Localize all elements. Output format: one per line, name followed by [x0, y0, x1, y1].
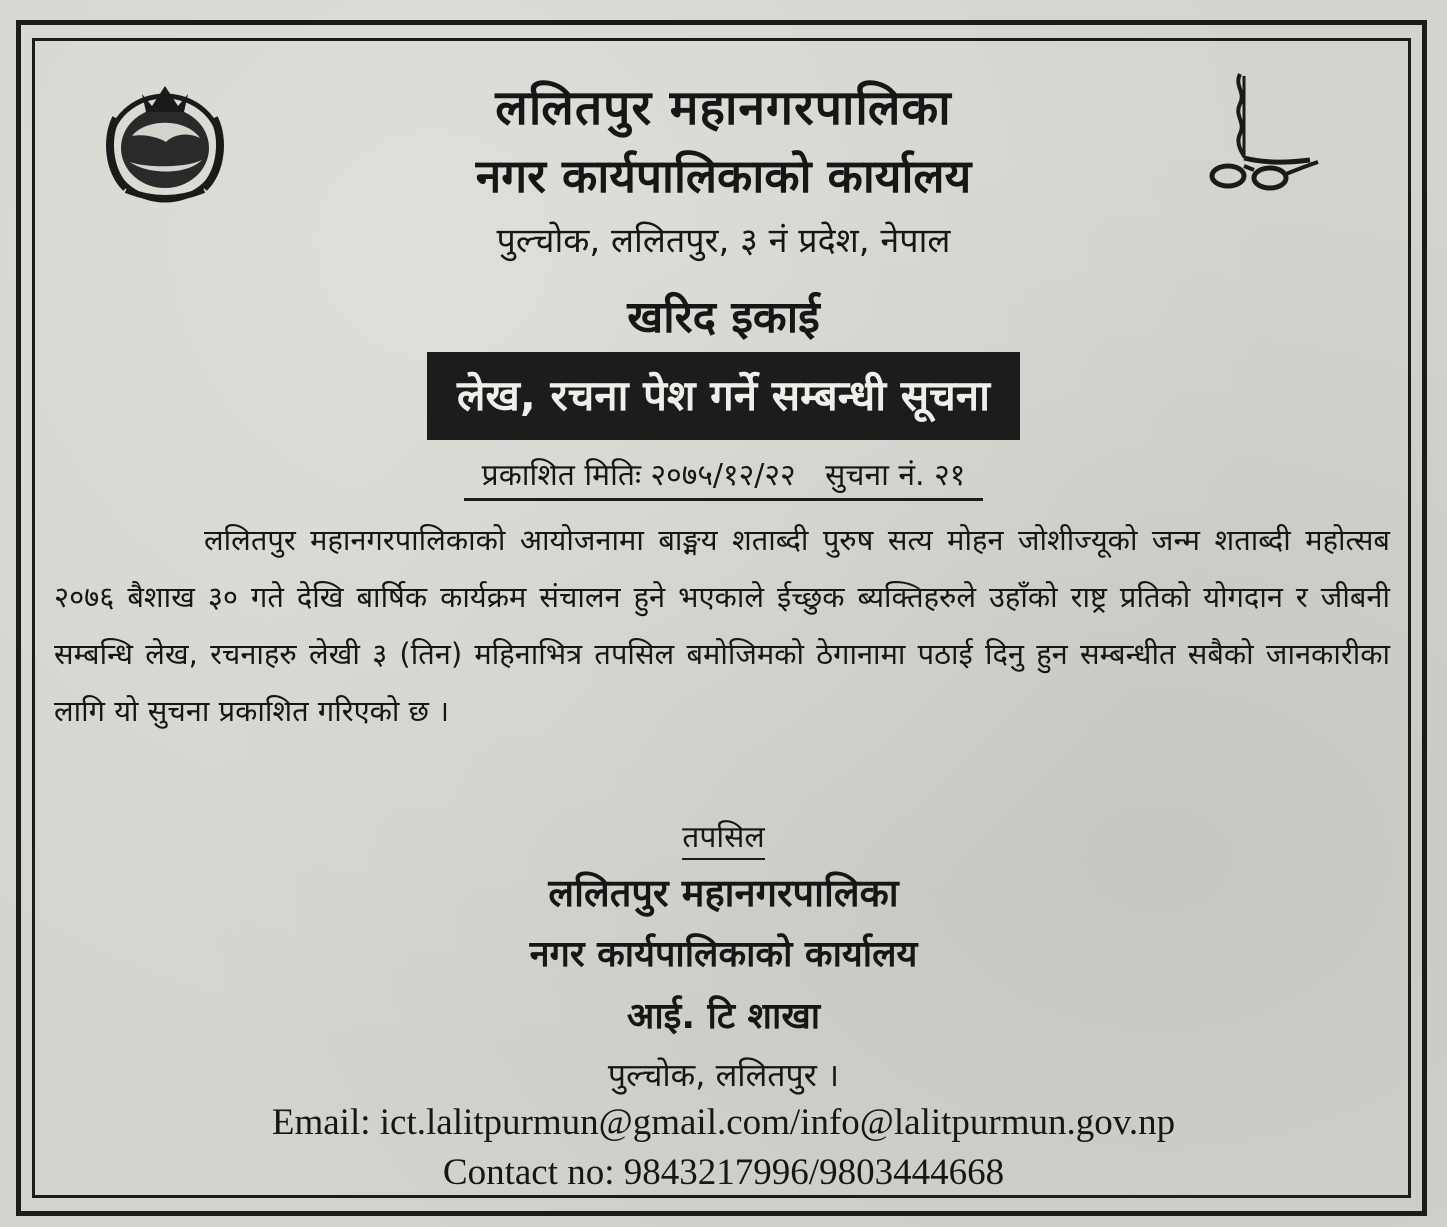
details-org-name: ललितपुर महानगरपालिका: [548, 871, 899, 915]
details-heading: तपसिल: [682, 818, 765, 860]
publication-line: [464, 456, 984, 501]
notice-title-banner-wrap: [0, 352, 1447, 440]
org-name-heading: ललितपुर महानगरपालिका: [495, 80, 952, 136]
office-address: पुल्चोक, ललितपुर, ३ नं प्रदेश, नेपाल: [496, 221, 951, 261]
details-heading-wrap: [0, 818, 1447, 860]
notice-number: सुचना नं. २१: [825, 458, 966, 493]
published-date: प्रकाशित मितिः २०७५/१२/२२: [481, 458, 796, 493]
publication-line-wrap: [0, 456, 1447, 501]
office-name-heading: नगर कार्यपालिकाको कार्यालय: [475, 149, 972, 203]
notice-title-banner: लेख, रचना पेश गर्ने सम्बन्धी सूचना: [427, 352, 1020, 440]
details-office-name: नगर कार्यपालिकाको कार्यालय: [529, 934, 918, 975]
details-place: पुल्चोक, ललितपुर ।: [607, 1056, 840, 1094]
contact-email: Email: ict.lalitpurmun@gmail.com/info@lalitpurmun.gov.np: [271, 1102, 1176, 1143]
contact-phone: Contact no: 9843217996/9803444668: [442, 1152, 1005, 1193]
unit-heading: खरिद इकाई: [627, 292, 820, 343]
details-branch: आई. टि शाखा: [626, 996, 821, 1037]
notice-body: ललितपुर महानगरपालिकाको आयोजनामा बाङ्मय शताब्दी पुरुष सत्य मोहन जोशीज्यूको जन्म शताब्दी महोत्सब २०७६ बैशाख ३० गते देखि बार्षिक कार्यक्रम संचालन हुने भएकाले ईच्छुक ब्यक्तिहरुले उहाँको राष्ट्र प्रतिको योगदान र जीबनी सम्बन्धि लेख, रचनाहरु लेखी ३ (तिन) महिनाभित्र तपसिल बमोजिमको ठेगानामा पठाई दिनु हुन सम्बन्धीत सबैको जानकारीका लागि यो सुचना प्रकाशित गरिएको छ ।: [54, 523, 1390, 728]
